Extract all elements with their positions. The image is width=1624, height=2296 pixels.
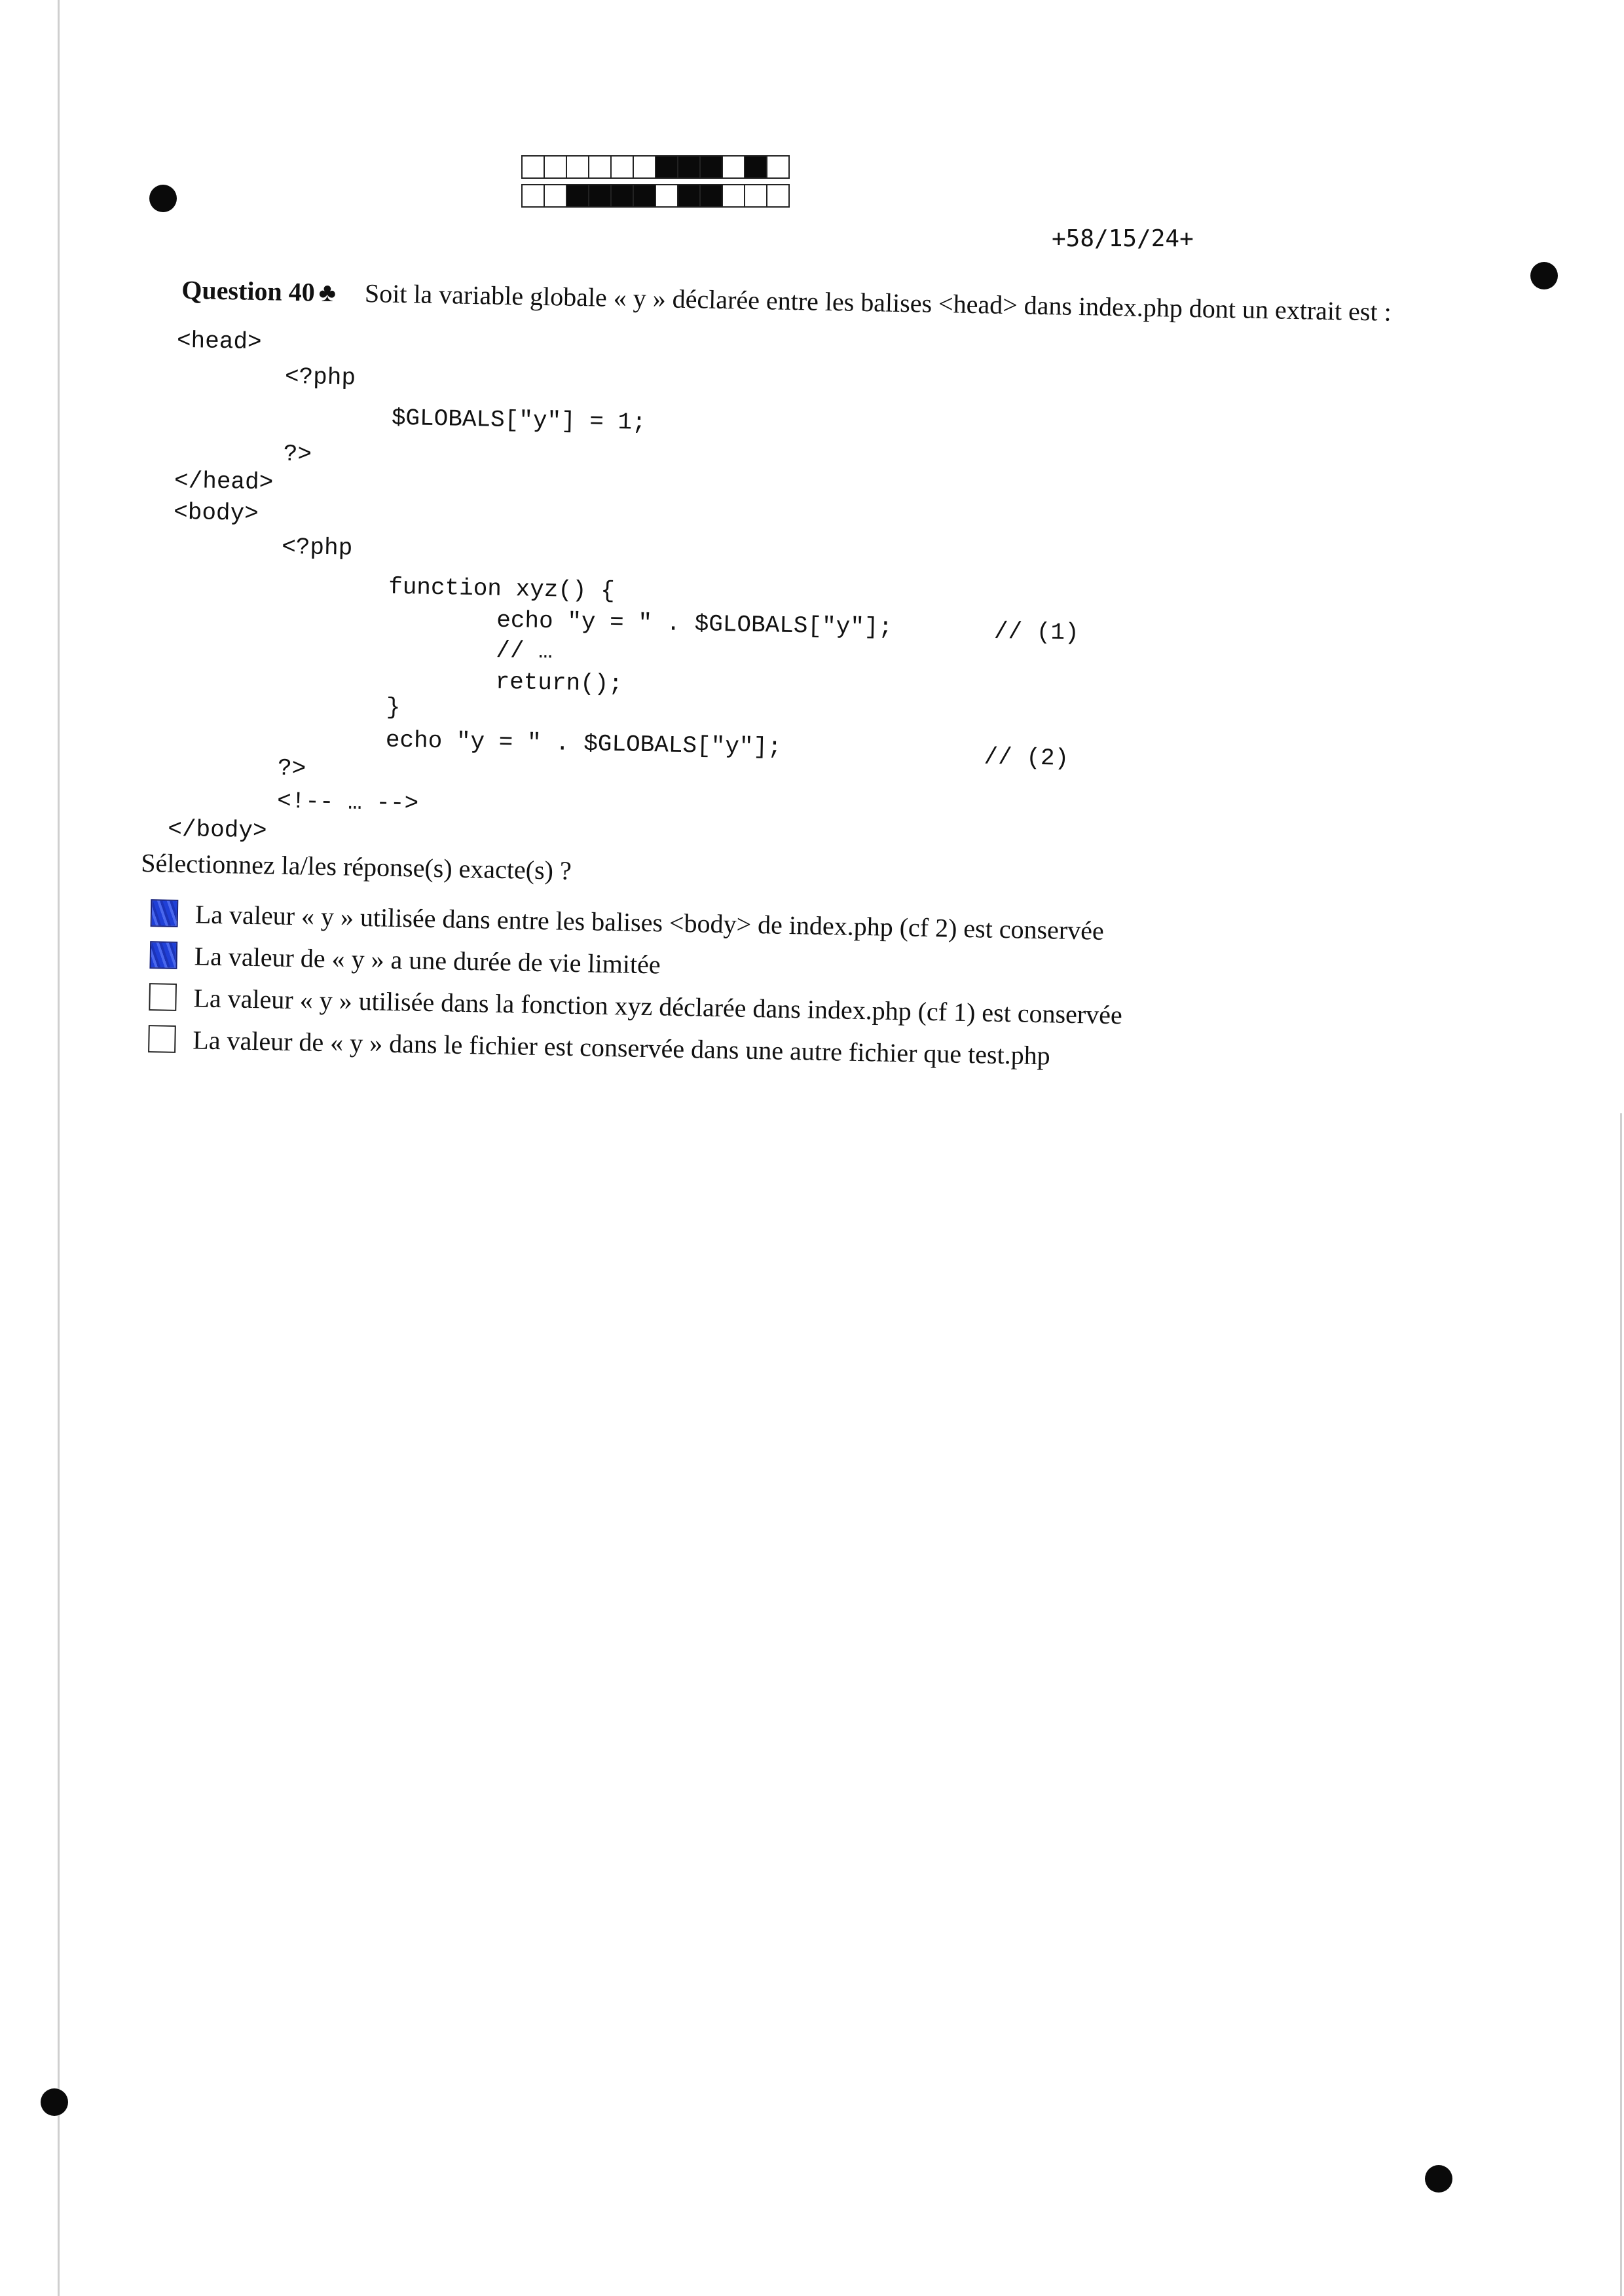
choice-text: La valeur de « y » dans le fichier est conservée dans une autre fichier que test.php <box>193 1024 1051 1070</box>
code-line: </body> <box>167 815 267 845</box>
registration-mark-bottom-left <box>41 2088 68 2116</box>
code-grid-cell <box>566 184 589 208</box>
code-grid-cell <box>588 155 612 179</box>
code-grid-cell <box>744 155 767 179</box>
choice-text: La valeur « y » utilisée dans entre les balises <body> de index.php (cf 2) est conservée <box>194 898 1105 946</box>
code-grid-cell <box>633 155 656 179</box>
code-grid-cell <box>699 155 723 179</box>
registration-mark-top-right <box>1530 262 1558 289</box>
code-grid-cell <box>766 184 790 208</box>
code-grid-cell <box>544 155 567 179</box>
page-id: +58/15/24+ <box>1052 225 1194 252</box>
question-label: Question 40 <box>181 274 316 307</box>
code-line: ?> <box>283 440 312 468</box>
code-line: </head> <box>174 467 274 496</box>
answer-prompt: Sélectionnez la/les réponse(s) exacte(s) ? <box>140 847 572 885</box>
code-grid-cell <box>566 155 589 179</box>
code-grid-cell <box>744 184 767 208</box>
code-grid-cell <box>610 155 634 179</box>
code-line: <?php <box>281 533 353 562</box>
code-line: echo "y = " . $GLOBALS["y"]; <box>496 606 893 641</box>
code-line: function xyz() { <box>388 573 616 605</box>
code-line: <head> <box>176 327 262 356</box>
code-line: <body> <box>173 498 259 528</box>
question-block <box>140 268 1462 1070</box>
code-grid-cell <box>544 184 567 208</box>
checkbox[interactable] <box>151 899 179 927</box>
choice-text: La valeur « y » utilisée dans la fonction xyz déclarée dans index.php (cf 1) est conservée <box>193 982 1123 1029</box>
code-line: $GLOBALS["y"] = 1; <box>391 404 647 436</box>
checkbox[interactable] <box>148 1025 176 1053</box>
registration-mark-bottom-right <box>1425 2165 1452 2193</box>
code-grid-cell <box>521 155 545 179</box>
club-icon: ♣ <box>318 277 337 308</box>
code-grid-cell <box>588 184 612 208</box>
answer-choices <box>148 892 1124 1077</box>
code-grid-cell <box>655 155 678 179</box>
code-grid-cell <box>610 184 634 208</box>
checkbox[interactable] <box>149 983 177 1011</box>
code-grid-row <box>521 155 788 179</box>
code-grid-cell <box>722 184 745 208</box>
scan-edge-right <box>1620 1113 1622 2296</box>
code-grid-cell <box>521 184 545 208</box>
code-comment-2: // (2) <box>984 743 1069 772</box>
code-line: echo "y = " . $GLOBALS["y"]; <box>385 726 783 761</box>
code-grid-row <box>521 184 788 208</box>
registration-mark-top-left <box>149 185 177 212</box>
code-comment-1: // (1) <box>993 618 1080 647</box>
code-line: ?> <box>277 754 306 783</box>
code-grid-cell <box>677 155 701 179</box>
code-line: return(); <box>495 668 623 698</box>
scan-edge-left <box>58 0 60 2296</box>
code-line: // … <box>496 637 553 665</box>
code-line: <!-- … --> <box>276 787 419 817</box>
code-line: } <box>386 694 401 722</box>
checkbox[interactable] <box>149 941 177 969</box>
code-grid-cell <box>766 155 790 179</box>
question-text: Soit la variable globale « y » déclarée entre les balises <head> dans index.php dont un extrait est : <box>364 278 1392 327</box>
code-grid-cell <box>633 184 656 208</box>
choice-text: La valeur de « y » a une durée de vie limitée <box>194 940 661 979</box>
code-line: <?php <box>284 363 356 392</box>
code-grid-cell <box>699 184 723 208</box>
code-grid-cell <box>722 155 745 179</box>
code-grid-cell <box>677 184 701 208</box>
code-grid-cell <box>655 184 678 208</box>
question-header <box>181 274 1392 327</box>
student-id-code-grid <box>521 155 788 208</box>
